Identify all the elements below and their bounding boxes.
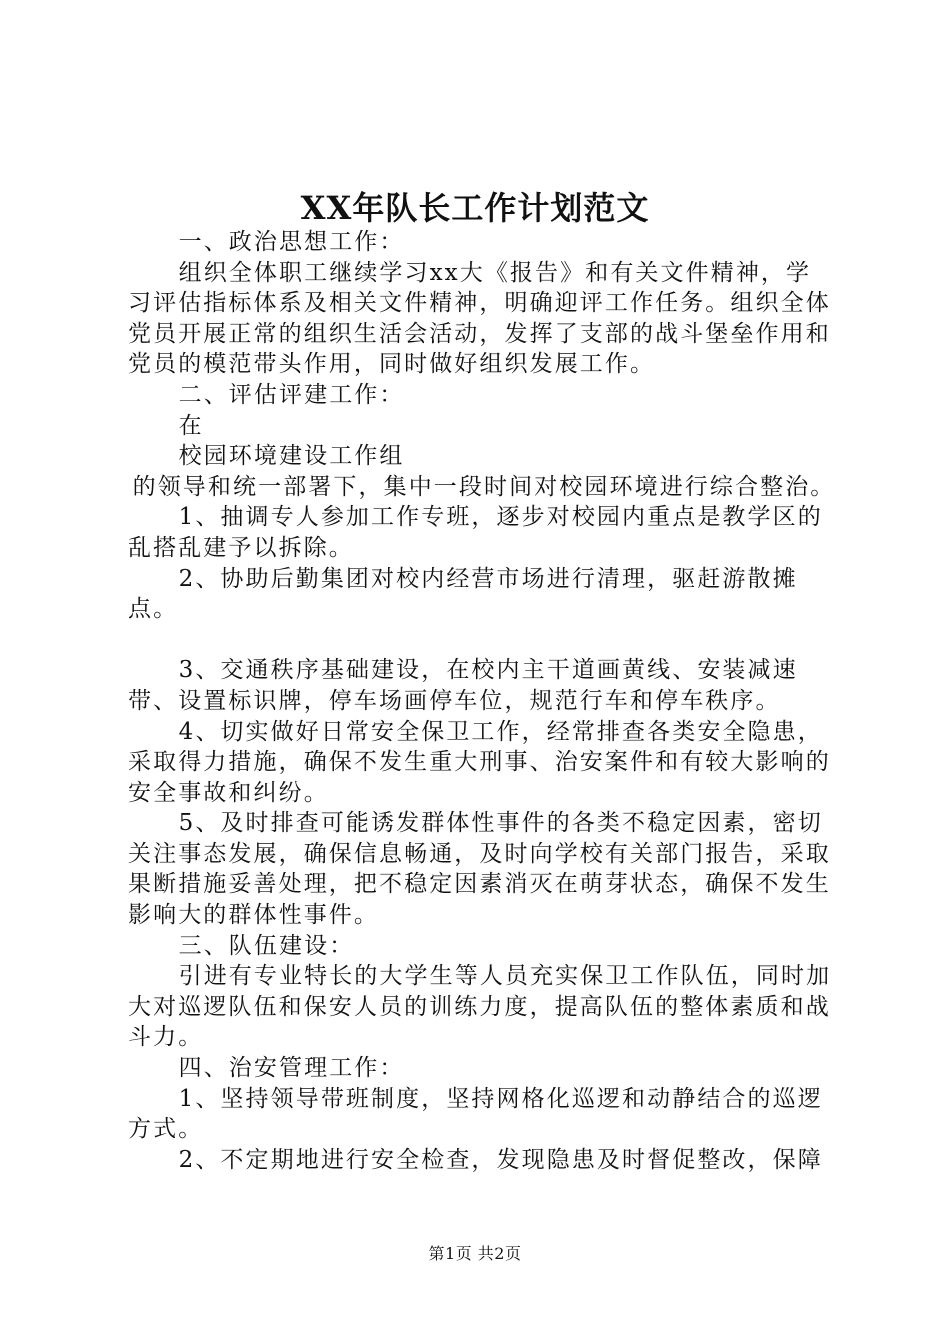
paragraph: 在	[178, 412, 204, 439]
paragraph: 组织全体职工继续学习xx大《报告》和有关文件精神，学习评估指标体系及相关文件精神，明确迎评工作任务。组织全体党员开展正常的组织生活会活动，发挥了支部的战斗堡垒作用和党员的模范带头作用，同时做好组织发展工作。	[128, 259, 831, 378]
document-title: XX年队长工作计划范文	[300, 189, 650, 227]
paragraph: 校园环境建设工作组	[178, 443, 405, 470]
paragraph: 2、不定期地进行安全检查，发现隐患及时督促整改，保障	[178, 1146, 823, 1173]
paragraph: 的领导和统一部署下，集中一段时间对校园环境进行综合整治。	[132, 473, 836, 500]
paragraph: 二、评估评建工作：	[178, 381, 405, 408]
paragraph: 1、抽调专人参加工作专班，逐步对校园内重点是教学区的乱搭乱建予以拆除。	[128, 504, 823, 561]
blank-line	[128, 625, 836, 656]
paragraph: 3、交通秩序基础建设，在校内主干道画黄线、安装减速带、设置标识牌，停车场画停车位，规范行车和停车秩序。	[128, 657, 798, 714]
document-body	[128, 227, 836, 1175]
paragraph: 一、政治思想工作：	[178, 229, 405, 255]
paragraph: 4、切实做好日常安全保卫工作，经常排查各类安全隐患，采取得力措施，确保不发生重大刑事、治安案件和有较大影响的安全事故和纠纷。	[128, 718, 831, 806]
page-footer: 第1页 共2页	[428, 1244, 522, 1263]
paragraph: 四、治安管理工作：	[178, 1055, 405, 1082]
paragraph: 1、坚持领导带班制度，坚持网格化巡逻和动静结合的巡逻方式。	[128, 1085, 823, 1143]
paragraph: 2、协助后勤集团对校内经营市场进行清理，驱赶游散摊点。	[128, 565, 798, 623]
paragraph: 三、队伍建设：	[178, 932, 355, 959]
paragraph: 5、及时排查可能诱发群体性事件的各类不稳定因素，密切关注事态发展，确保信息畅通，及时向学校有关部门报告，采取果断措施妥善处理，把不稳定因素消灭在萌芽状态，确保不发生影响大的群体性事件。	[128, 810, 831, 929]
paragraph: 引进有专业特长的大学生等人员充实保卫工作队伍，同时加大对巡逻队伍和保安人员的训练力度，提高队伍的整体素质和战斗力。	[128, 963, 832, 1051]
